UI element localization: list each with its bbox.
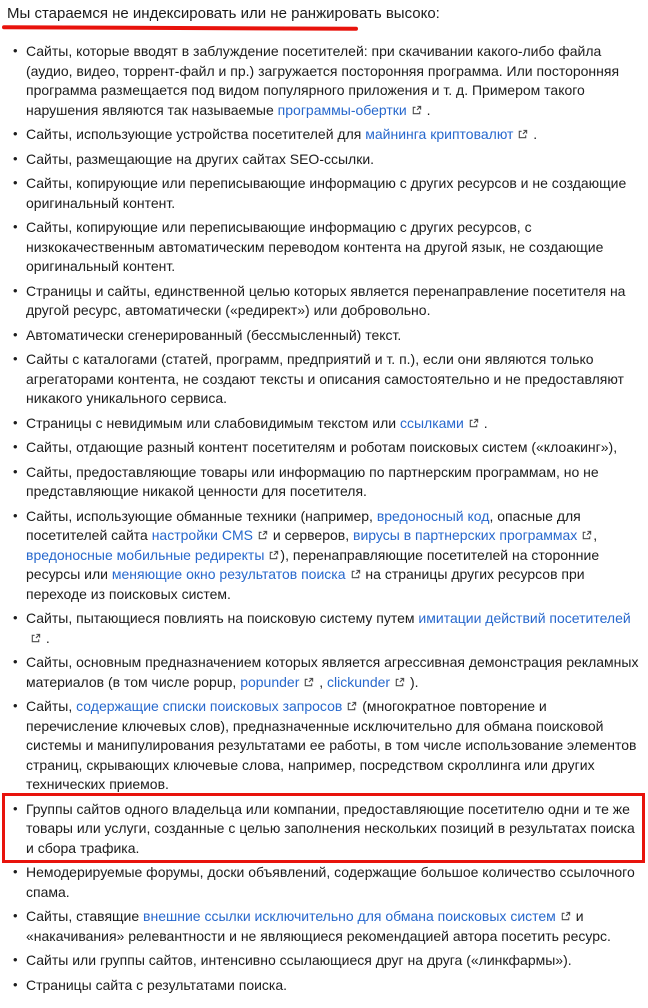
- external-link-icon: [560, 911, 571, 922]
- list-item: • Сайты или группы сайтов, интенсивно ссылающиеся друг на друга («линкфармы»).: [26, 951, 642, 971]
- list-item-highlighted: • Группы сайтов одного владельца или компании, предоставляющие посетителю одни и те же товары или услуги, созданные с целью заполнения нескольких позиций в результатах поиска и сбора трафика.: [26, 800, 642, 859]
- list-item: • Сайты, копирующие или переписывающие информацию с других ресурсов, с низкокачественным автоматическим переводом контента на другой язык, не создающие оригинальный контент.: [26, 218, 642, 277]
- list-item: • Страницы и сайты, единственной целью которых является перенаправление посетителя на другой ресурс, автоматически («редирект») или добровольно.: [26, 282, 642, 321]
- inline-link[interactable]: внешние ссылки исключительно для обмана поисковых систем: [143, 908, 572, 924]
- external-link-icon: [581, 530, 592, 541]
- list-item: • Немодерируемые форумы, доски объявлений, содержащие большое количество ссылочного спама.: [26, 863, 642, 902]
- list-item: • Сайты, пытающиеся повлиять на поисковую систему путем имитации действий посетителей .: [26, 609, 642, 648]
- inline-link[interactable]: ссылками: [400, 415, 480, 431]
- external-link-icon: [303, 677, 314, 688]
- list-item: • Сайты, ставящие внешние ссылки исключительно для обмана поисковых систем и «накачивания» релевантности и не являющиеся рекомендацией автора посетить ресурс.: [26, 907, 642, 946]
- list-item: • Страницы сайта с результатами поиска.: [26, 976, 642, 996]
- external-link-icon: [346, 701, 357, 712]
- list-item: • Сайты, отдающие разный контент посетителям и роботам поисковых систем («клоакинг»),: [26, 438, 642, 458]
- list-item: • Сайты, основным предназначением которых является агрессивная демонстрация рекламных материалов (в том числе popup, popunder , clickunder ).: [26, 653, 642, 692]
- inline-link[interactable]: майнинга криптовалют: [365, 126, 529, 142]
- external-link-icon: [517, 129, 528, 140]
- list-item: • Сайты, использующие устройства посетителей для майнинга криптовалют .: [26, 125, 642, 145]
- external-link-icon: [268, 550, 279, 561]
- inline-link[interactable]: меняющие окно результатов поиска: [112, 566, 362, 582]
- inline-link[interactable]: имитации действий посетителей: [26, 610, 631, 646]
- inline-link[interactable]: настройки CMS: [152, 527, 269, 543]
- inline-link[interactable]: вредоносные мобильные редиректы: [26, 547, 280, 563]
- external-link-icon: [257, 530, 268, 541]
- list-item: • Сайты, использующие обманные техники (например, вредоносный код, опасные для посетителей сайта настройки CMS и серверов, вирусы в партнерских программах , вредоносные мобильные редиректы ), перенаправляющие посетителей на сторонние ресурсы или меняющие окно результатов поиска на страницы других ресурсов при переходе из поисковых систем.: [26, 507, 642, 605]
- inline-link[interactable]: вирусы в партнерских программах: [353, 527, 593, 543]
- page-title: Мы стараемся не индексировать или не ранжировать высоко:: [7, 5, 440, 22]
- inline-link[interactable]: содержащие списки поисковых запросов: [76, 698, 358, 714]
- list-item: • Сайты, размещающие на других сайтах SEO-ссылки.: [26, 150, 642, 170]
- external-link-icon: [411, 105, 422, 116]
- external-link-icon: [350, 569, 361, 580]
- list-item: • Сайты с каталогами (статей, программ, предприятий и т. п.), если они являются только агрегаторами контента, не создают тексты и описания самостоятельно и не предоставляют никакого уникального сервиса.: [26, 350, 642, 409]
- external-link-icon: [394, 677, 405, 688]
- list-item: • Сайты, содержащие списки поисковых запросов (многократное повторение и перечисление ключевых слов), предназначенные исключительно для обмана поисковой системы и манипулирования результатами ее работы, в том числе использование элементов страниц, скрывающих ключевые слова, например, посредством скроллинга или других технических приемов.: [26, 697, 642, 795]
- list-item: • Сайты, предоставляющие товары или информацию по партнерским программам, но не представляющие никакой ценности для посетителя.: [26, 463, 642, 502]
- violations-list: [7, 42, 643, 995]
- list-item: • Сайты, которые вводят в заблуждение посетителей: при скачивании какого-либо файла (аудио, видео, торрент-файл и пр.) загружается посторонняя программа. Или посторонняя программа размещается под видом популярного приложения и т. д. Примером такого нарушения являются так называемые программы-обертки .: [26, 42, 642, 120]
- list-item: • Страницы с невидимым или слабовидимым текстом или ссылками .: [26, 414, 642, 434]
- inline-link[interactable]: вредоносный код: [376, 507, 490, 524]
- list-item: • Сайты, копирующие или переписывающие информацию с других ресурсов и не создающие оригинальный контент.: [26, 174, 642, 213]
- external-link-icon: [468, 418, 479, 429]
- list-item: • Автоматически сгенерированный (бессмысленный) текст.: [26, 326, 642, 346]
- inline-link[interactable]: программы-обертки: [278, 102, 423, 118]
- inline-link[interactable]: clickunder: [327, 674, 406, 690]
- red-underline-annotation: [2, 25, 358, 31]
- inline-link[interactable]: popunder: [240, 674, 315, 690]
- external-link-icon: [30, 633, 41, 644]
